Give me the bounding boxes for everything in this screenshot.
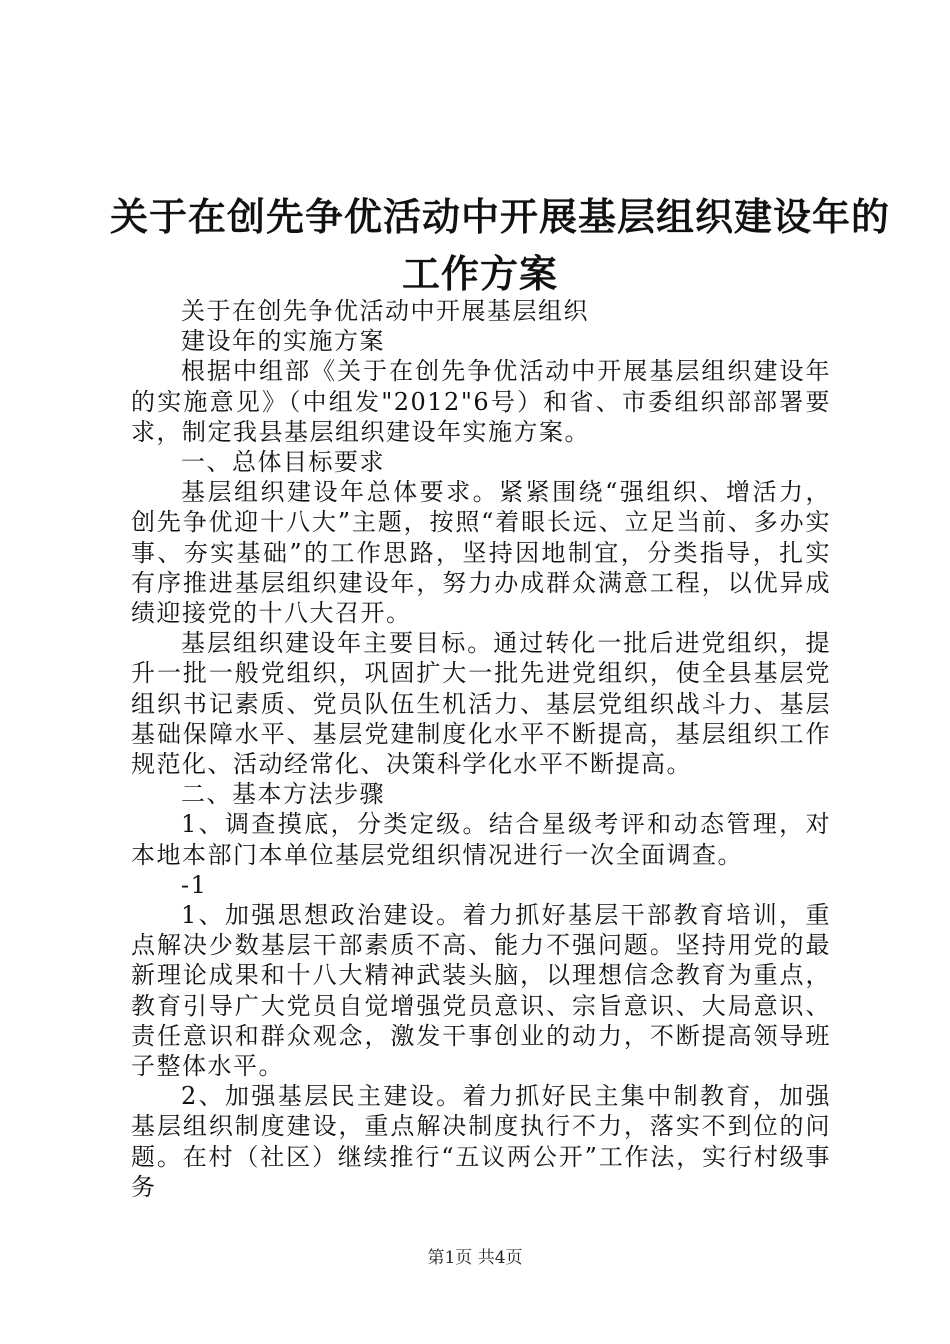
paragraph-overall-requirements: 基层组织建设年总体要求。紧紧围绕“强组织、增活力，创先争优迎十八大”主题，按照“着眼长远、立足当前、多办实事、夯实基础”的工作思路，坚持因地制宜，分类指导，扎实有序推进基层组织建设年，努力办成群众满意工程，以优异成绩迎接党的十八大召开。 [131, 478, 831, 628]
paragraph-step-1: 1、调查摸底，分类定级。结合星级考评和动态管理，对本地本部门本单位基层党组织情况进行一次全面调查。 [131, 810, 831, 869]
paragraph-democracy: 2、加强基层民主建设。着力抓好民主集中制教育，加强基层组织制度建设，重点解决制度执行不力，落实不到位的问题。在村（社区）继续推行“五议两公开”工作法，实行村级事务 [131, 1082, 831, 1201]
paragraph-subtitle-1: 关于在创先争优活动中开展基层组织 [181, 297, 589, 325]
paragraph-intro: 根据中组部《关于在创先争优活动中开展基层组织建设年的实施意见》（中组发"2012"6号）和省、市委组织部部署要求，制定我县基层组织建设年实施方案。 [131, 357, 831, 446]
page-marker: -1 [181, 870, 208, 899]
paragraph-subtitle-2: 建设年的实施方案 [181, 327, 385, 356]
document-body [131, 296, 831, 1202]
document-title-line-1: 关于在创先争优活动中开展基层组织建设年的 [110, 194, 891, 239]
section-heading-1: 一、总体目标要求 [181, 448, 385, 477]
document-title-line-2: 工作方案 [401, 251, 558, 296]
paragraph-ideology: 1、加强思想政治建设。着力抓好基层干部教育培训，重点解决少数基层干部素质不高、能力不强问题。坚持用党的最新理论成果和十八大精神武装头脑，以理想信念教育为重点，教育引导广大党员自觉增强党员意识、宗旨意识、大局意识、责任意识和群众观念，激发干事创业的动力，不断提高领导班子整体水平。 [131, 901, 831, 1081]
page-footer: 第1页 共4页 [427, 1248, 523, 1268]
paragraph-main-goals: 基层组织建设年主要目标。通过转化一批后进党组织，提升一批一般党组织，巩固扩大一批先进党组织，使全县基层党组织书记素质、党员队伍生机活力、基层党组织战斗力、基层基础保障水平、基层党建制度化水平不断提高，基层组织工作规范化、活动经常化、决策科学化水平不断提高。 [131, 629, 831, 779]
section-heading-2: 二、基本方法步骤 [181, 780, 385, 809]
